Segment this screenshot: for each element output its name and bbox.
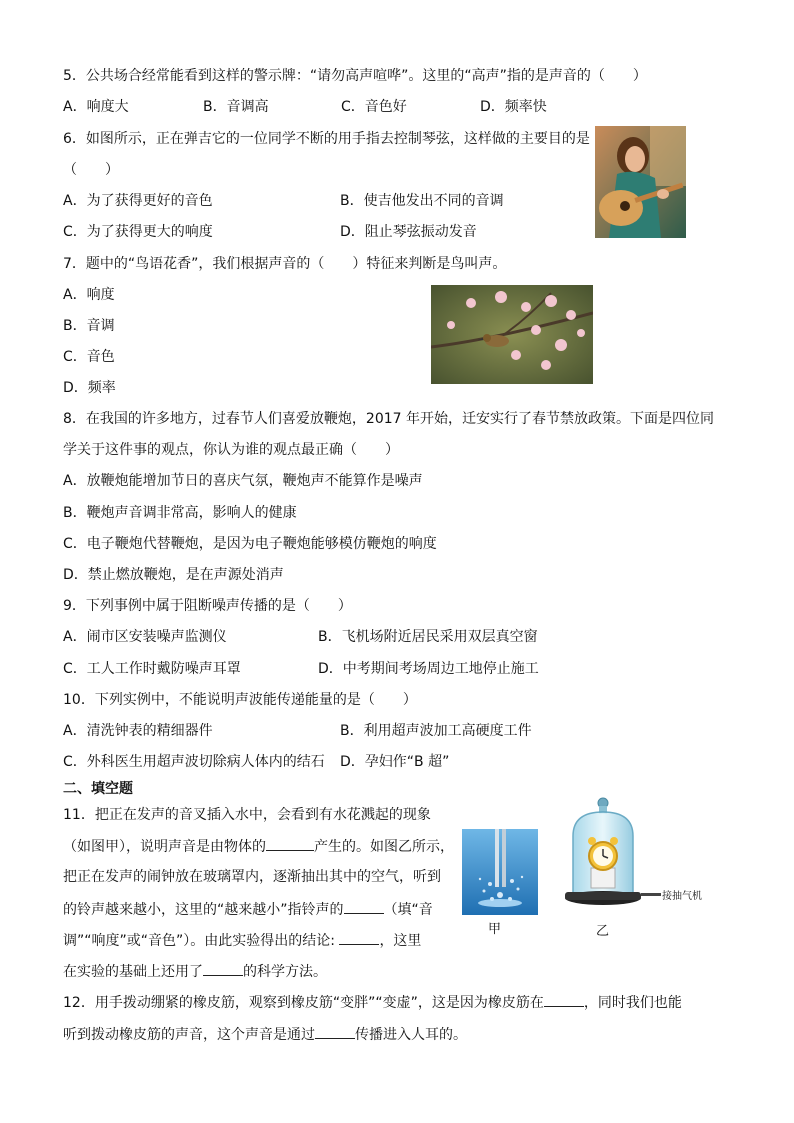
q11-line6-a: 在实验的基础上还用了 (63, 964, 203, 980)
q11-blank-1 (266, 836, 314, 851)
q10-option-c: C．外科医生用超声波切除病人体内的结石 (63, 754, 325, 770)
q7-option-c: C．音色 (63, 349, 115, 365)
q11-line5-b: ，这里 (379, 933, 422, 949)
q12-line2-b: 传播进入人耳的。 (355, 1027, 467, 1043)
q11-line5 (63, 930, 421, 951)
q5-option-b: B．音调高 (203, 99, 269, 115)
q11-line3: 把正在发声的闹钟放在玻璃罩内，逐渐抽出其中的空气，听到 (63, 869, 441, 885)
q11-line1: 11．把正在发声的音叉插入水中，会看到有水花溅起的现象 (63, 807, 431, 823)
figure-caption-jia: 甲 (488, 922, 502, 937)
q9-stem: 9．下列事例中属于阻断噪声传播的是（ ） (63, 598, 352, 614)
girl-playing-guitar-photo (595, 126, 686, 238)
bell-jar-alarm-clock-diagram (563, 796, 661, 914)
q8-stem-line1: 8．在我国的许多地方，过春节人们喜爱放鞭炮，2017 年开始，迁安实行了春节禁放政策。下面是四位同 (63, 411, 714, 427)
q12-blank-1 (544, 992, 584, 1007)
q7-option-d: D．频率 (63, 380, 116, 396)
q10-option-d: D．孕妇作“B 超” (340, 754, 450, 770)
q12-blank-2 (315, 1024, 355, 1039)
q6-stem-line2: （ ） (63, 162, 119, 178)
q12-line1-b: ，同时我们也能 (583, 995, 682, 1011)
q8-option-c: C．电子鞭炮代替鞭炮，是因为电子鞭炮能够模仿鞭炮的响度 (63, 536, 437, 552)
q6-option-d: D．阻止琴弦振动发音 (340, 224, 477, 240)
q11-line2-a: （如图甲），说明声音是由物体的 (63, 839, 266, 855)
q12-line1 (63, 992, 682, 1013)
figure-caption-yi: 乙 (596, 924, 610, 939)
q11-blank-3 (339, 930, 379, 945)
q5-option-d: D．频率快 (480, 99, 547, 115)
q11-line5-a: 调”“响度”或“音色”）。由此实验得出的结论: (63, 933, 335, 949)
q8-option-a: A．放鞭炮能增加节日的喜庆气氛，鞭炮声不能算作是噪声 (63, 473, 423, 489)
q11-blank-4 (203, 961, 243, 976)
q8-option-b: B．鞭炮声音调非常高，影响人的健康 (63, 505, 297, 521)
q11-line6-b: 的科学方法。 (243, 964, 327, 980)
q12-line1-a: 12．用手拨动绷紧的橡皮筋，观察到橡皮筋“变胖”“变虚”，这是因为橡皮筋在 (63, 995, 544, 1011)
q10-stem: 10．下列实例中，不能说明声波能传递能量的是（ ） (63, 692, 417, 708)
q9-option-c: C．工人工作时戴防噪声耳罩 (63, 661, 241, 677)
q11-line2 (63, 836, 454, 857)
tuning-fork-water-splash-photo (462, 829, 538, 915)
q11-line6 (63, 961, 327, 982)
q11-line4-b: （填“音 (383, 902, 433, 918)
q7-option-b: B．音调 (63, 318, 115, 334)
q6-option-a: A．为了获得更好的音色 (63, 193, 213, 209)
section-title-fill-blank: 二、填空题 (63, 781, 133, 797)
q6-stem-line1: 6．如图所示，正在弹吉它的一位同学不断的用手指去控制琴弦，这样做的主要目的是 (63, 131, 590, 147)
q11-line4-a: 的铃声越来越小，这里的“越来越小”指铃声的 (63, 902, 344, 918)
q8-stem-line2: 学关于这件事的观点，你认为谁的观点最正确（ ） (63, 442, 399, 458)
q12-line2 (63, 1024, 467, 1045)
q10-option-b: B．利用超声波加工高硬度工件 (340, 723, 532, 739)
q12-line2-a: 听到拨动橡皮筋的声音，这个声音是通过 (63, 1027, 315, 1043)
q5-option-a: A．响度大 (63, 99, 129, 115)
q6-option-c: C．为了获得更大的响度 (63, 224, 213, 240)
q11-line4 (63, 899, 433, 920)
q11-line2-b: 产生的。如图乙所示， (314, 839, 454, 855)
q5-option-c: C．音色好 (341, 99, 407, 115)
q9-option-b: B．飞机场附近居民采用双层真空窗 (318, 629, 538, 645)
q7-option-a: A．响度 (63, 287, 115, 303)
q11-blank-2 (344, 899, 384, 914)
q8-option-d: D．禁止燃放鞭炮，是在声源处消声 (63, 567, 284, 583)
q10-option-a: A．清洗钟表的精细器件 (63, 723, 213, 739)
bird-on-blossom-branch-photo (431, 285, 593, 384)
q5-stem: 5．公共场合经常能看到这样的警示牌：“请勿高声喧哗”。这里的“高声”指的是声音的（ ） (63, 68, 647, 84)
q9-option-a: A．闹市区安装噪声监测仪 (63, 629, 227, 645)
q9-option-d: D．中考期间考场周边工地停止施工 (318, 661, 539, 677)
q7-stem: 7．题中的“鸟语花香”，我们根据声音的（ ）特征来判断是鸟叫声。 (63, 256, 507, 272)
q6-option-b: B．使吉他发出不同的音调 (340, 193, 504, 209)
pump-label: 接抽气机 (662, 891, 702, 902)
